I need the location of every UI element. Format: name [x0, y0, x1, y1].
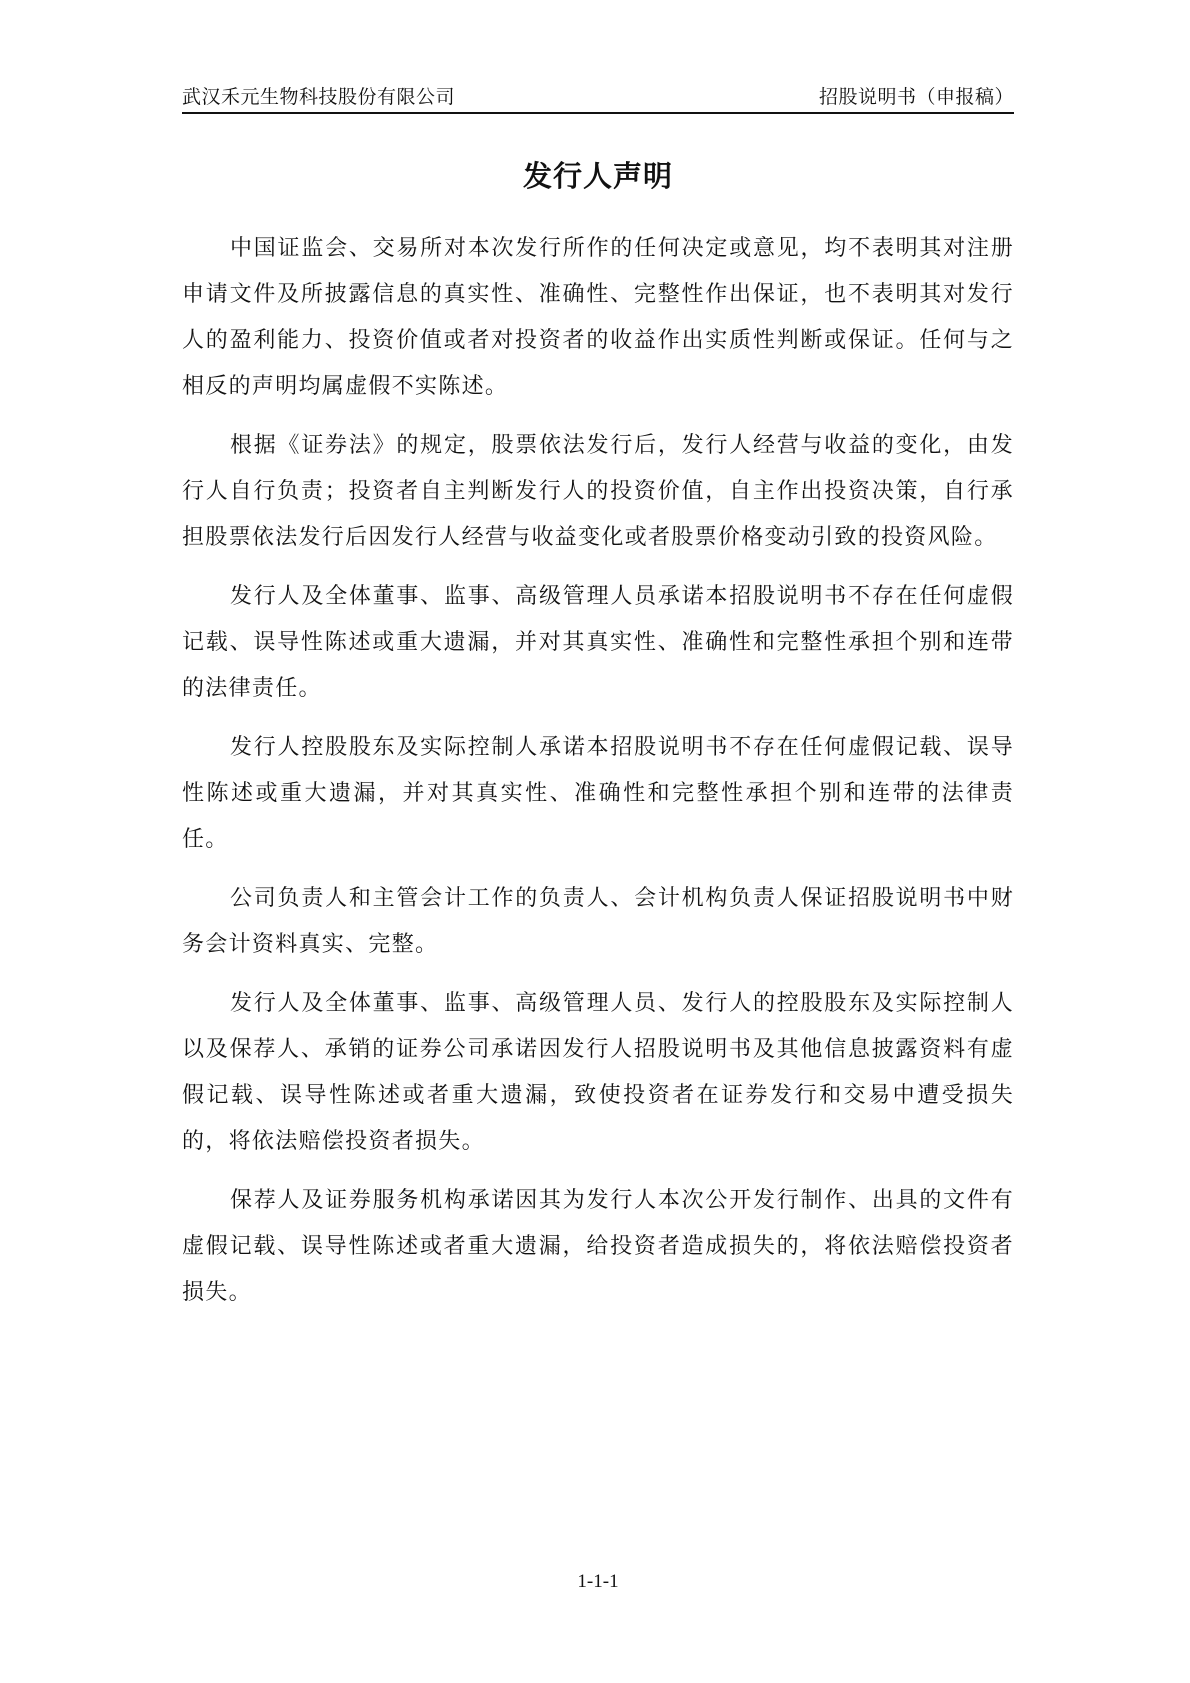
- paragraph-investment-risk: 根据《证券法》的规定，股票依法发行后，发行人经营与收益的变化，由发行人自行负责；投资者自主判断发行人的投资价值，自主作出投资决策，自行承担股票依法发行后因发行人经营与收益变化或者股票价格变动引致的投资风险。: [182, 433, 1014, 550]
- paragraph-compensation-commitment: 发行人及全体董事、监事、高级管理人员、发行人的控股股东及实际控制人以及保荐人、承销的证券公司承诺因发行人招股说明书及其他信息披露资料有虚假记载、误导性陈述或者重大遗漏，致使投资者在证券发行和交易中遭受损失的，将依法赔偿投资者损失。: [182, 991, 1014, 1154]
- document-title: 发行人声明: [522, 159, 673, 193]
- statement-body: [182, 226, 1014, 1329]
- paragraph-sponsor-commitment: 保荐人及证券服务机构承诺因其为发行人本次公开发行制作、出具的文件有虚假记载、误导性陈述或者重大遗漏，给投资者造成损失的，将依法赔偿投资者损失。: [182, 1188, 1014, 1305]
- paragraph-controlling-shareholder-commitment: 发行人控股股东及实际控制人承诺本招股说明书不存在任何虚假记载、误导性陈述或重大遗漏，并对其真实性、准确性和完整性承担个别和连带的法律责任。: [182, 735, 1014, 852]
- header-company-name: 武汉禾元生物科技股份有限公司: [182, 86, 456, 108]
- page-header: [182, 84, 1014, 114]
- paragraph-accounting-guarantee: 公司负责人和主管会计工作的负责人、会计机构负责人保证招股说明书中财务会计资料真实、完整。: [182, 886, 1014, 957]
- page-number: 1-1-1: [577, 1571, 619, 1592]
- paragraph-directors-commitment: 发行人及全体董事、监事、高级管理人员承诺本招股说明书不存在任何虚假记载、误导性陈述或重大遗漏，并对其真实性、准确性和完整性承担个别和连带的法律责任。: [182, 584, 1014, 701]
- header-document-type: 招股说明书（申报稿）: [818, 86, 1014, 108]
- paragraph-regulator-disclaimer: 中国证监会、交易所对本次发行所作的任何决定或意见，均不表明其对注册申请文件及所披露信息的真实性、准确性、完整性作出保证，也不表明其对发行人的盈利能力、投资价值或者对投资者的收益作出实质性判断或保证。任何与之相反的声明均属虚假不实陈述。: [182, 236, 1014, 399]
